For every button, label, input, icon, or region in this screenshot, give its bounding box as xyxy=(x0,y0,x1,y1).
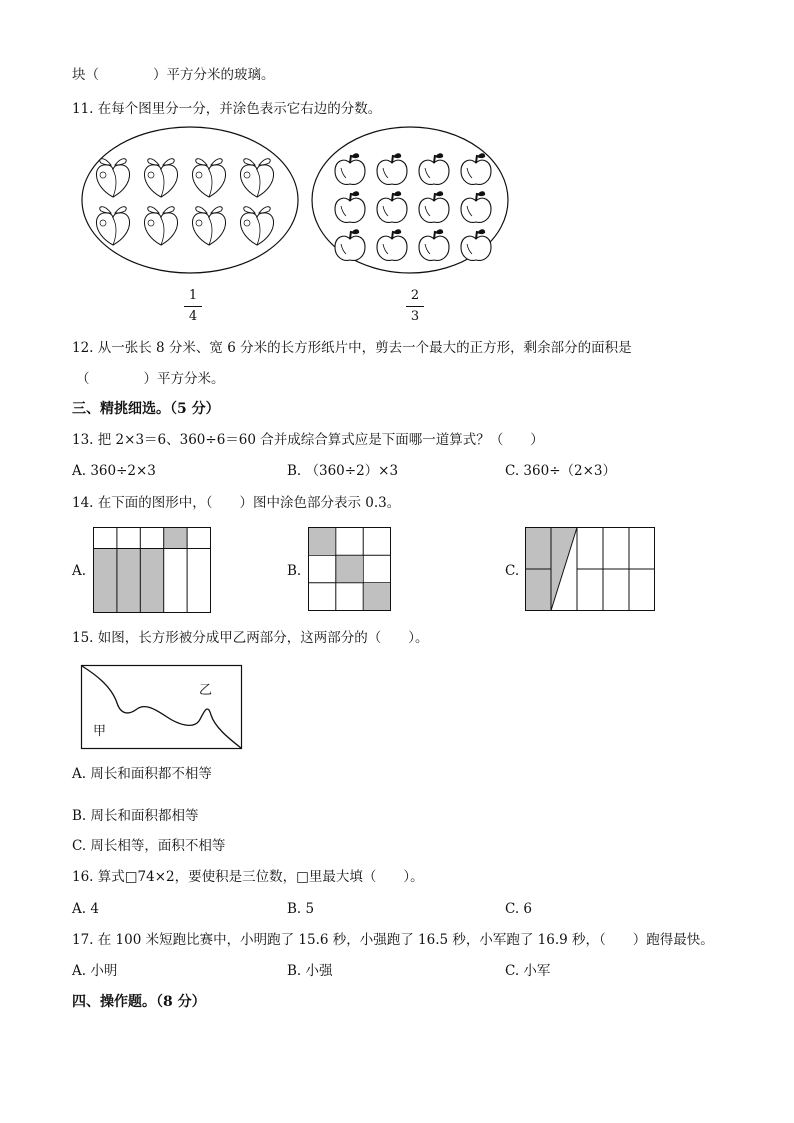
fraction-denominator: 4 xyxy=(188,309,198,324)
section-4-title: 四、操作题。（8 分） xyxy=(72,994,206,1010)
peach-icon xyxy=(96,207,129,245)
peach-icon xyxy=(96,159,129,197)
q16-option-b[interactable]: B. 5 xyxy=(287,901,315,917)
apple-icon xyxy=(419,229,449,260)
apple-icon xyxy=(335,229,365,260)
q14-figure-b-grid xyxy=(308,527,391,611)
q17-option-c[interactable]: C. 小军 xyxy=(505,963,551,979)
q10-tail: 块（ ）平方分米的玻璃。 xyxy=(72,67,275,83)
q17-option-a[interactable]: A. 小明 xyxy=(72,963,118,979)
q15-label-yi: 乙 xyxy=(199,683,213,698)
apple-icon xyxy=(461,229,491,260)
q15-text: 15. 如图，长方形被分成甲乙两部分，这两部分的（ ）。 xyxy=(72,630,429,646)
q14-option-a[interactable]: A. xyxy=(72,563,87,579)
q16-option-a[interactable]: A. 4 xyxy=(72,901,99,917)
apple-icon xyxy=(377,191,407,222)
q11-text: 11. 在每个图里分一分，并涂色表示它右边的分数。 xyxy=(72,101,382,117)
peach-icon xyxy=(240,159,273,197)
peach-icon xyxy=(192,207,225,245)
q15-option-a[interactable]: A. 周长和面积都不相等 xyxy=(72,766,212,782)
apple-icon xyxy=(461,191,491,222)
q14-option-c[interactable]: C. xyxy=(505,563,520,579)
peach-icon xyxy=(144,207,177,245)
q14-text: 14. 在下面的图形中，（ ）图中涂色部分表示 0.3。 xyxy=(72,495,401,511)
peach-icon xyxy=(192,159,225,197)
peach-icon xyxy=(240,207,273,245)
q15-label-jia: 甲 xyxy=(93,724,107,739)
peach-icon xyxy=(144,159,177,197)
q14-figure-c-grid xyxy=(525,527,655,611)
apple-icon xyxy=(377,153,407,184)
q17-option-b[interactable]: B. 小强 xyxy=(287,963,333,979)
q15-option-b[interactable]: B. 周长和面积都相等 xyxy=(72,808,199,824)
q12-line1: 12. 从一张长 8 分米、宽 6 分米的长方形纸片中，剪去一个最大的正方形，剩余部分的面积是 xyxy=(72,340,632,356)
apple-icon xyxy=(419,153,449,184)
fraction-numerator: 1 xyxy=(188,288,198,303)
q12-line2: （ ）平方分米。 xyxy=(76,371,225,387)
apple-icon xyxy=(419,191,449,222)
peach-ellipse-figure xyxy=(80,125,300,275)
fraction-denominator: 3 xyxy=(410,309,420,324)
q16-text: 16. 算式□74×2，要使积是三位数，□里最大填（ ）。 xyxy=(72,869,424,885)
fraction-two-thirds xyxy=(400,288,430,325)
apple-icon xyxy=(335,153,365,184)
q17-text: 17. 在 100 米短跑比赛中，小明跑了 15.6 秒，小强跑了 16.5 秒，小军跑了 16.9 秒，（ ）跑得最快。 xyxy=(72,932,714,948)
q13-text: 13. 把 2×3＝6、360÷6＝60 合并成综合算式应是下面哪一道算式？（ ） xyxy=(72,432,544,448)
apple-icon xyxy=(335,191,365,222)
apple-icon xyxy=(377,229,407,260)
q13-option-b[interactable]: B. （360÷2）×3 xyxy=(287,463,399,479)
apple-ellipse-figure xyxy=(310,125,510,275)
q15-option-c[interactable]: C. 周长相等，面积不相等 xyxy=(72,838,226,854)
fraction-one-quarter xyxy=(178,288,208,325)
q13-option-c[interactable]: C. 360÷（2×3） xyxy=(505,463,616,479)
apple-icon xyxy=(461,153,491,184)
fraction-numerator: 2 xyxy=(410,288,420,303)
q14-option-b[interactable]: B. xyxy=(287,563,302,579)
q16-option-c[interactable]: C. 6 xyxy=(505,901,533,917)
q13-option-a[interactable]: A. 360÷2×3 xyxy=(72,463,156,479)
q14-figure-a-grid xyxy=(93,527,211,613)
section-3-title: 三、精挑细选。（5 分） xyxy=(72,401,220,417)
